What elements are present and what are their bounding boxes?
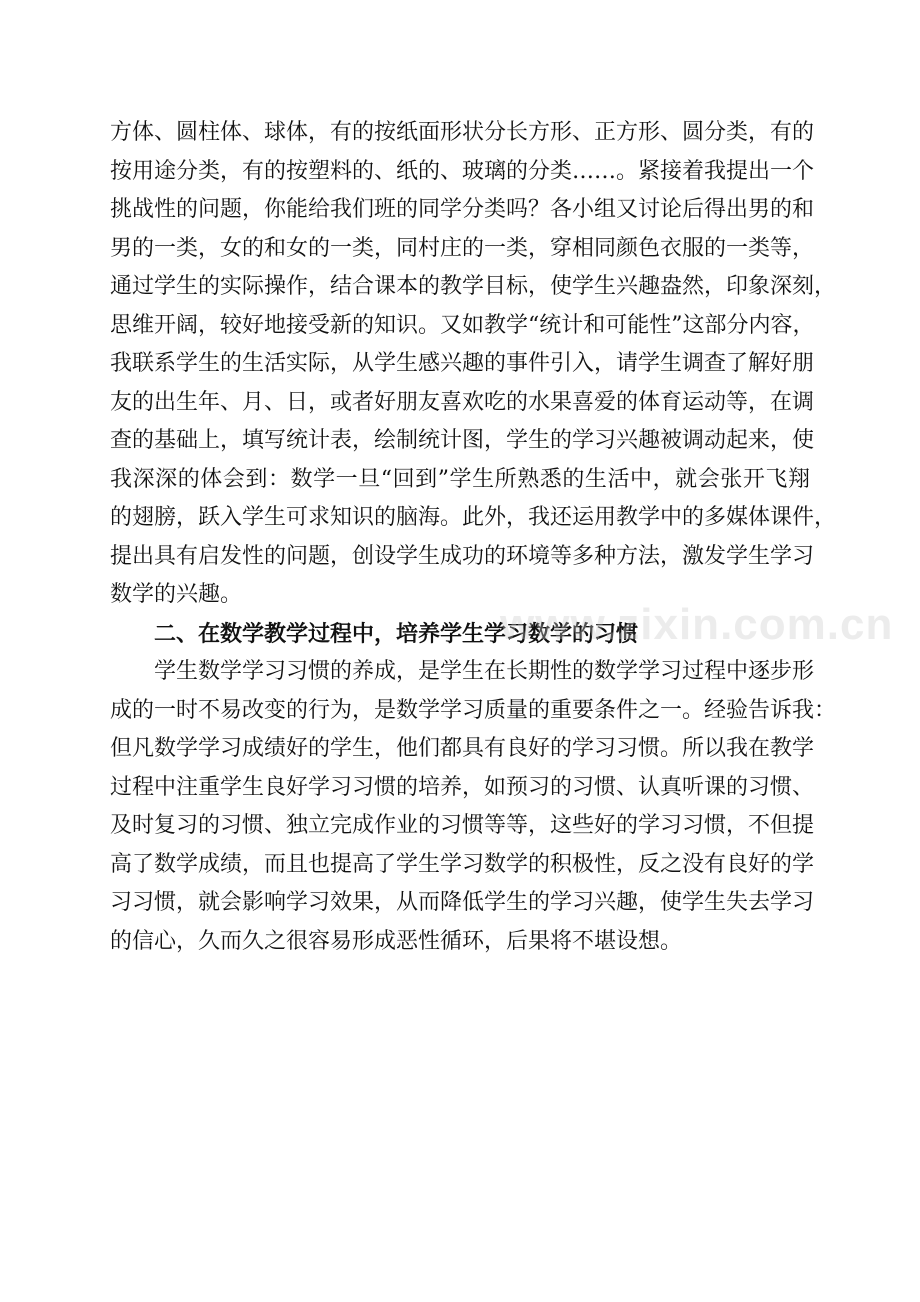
text-line: 但凡数学学习成绩好的学生，他们都具有良好的学习习惯。所以我在教学 <box>110 736 815 761</box>
paragraph-1 <box>110 114 837 615</box>
text-line: 的信心，久而久之很容易形成恶性循环，后果将不堪设想。 <box>110 928 683 954</box>
text-line: 学生数学学习习惯的养成，是学生在长期性的数学学习过程中逐步形 <box>154 659 815 684</box>
text-line: 高了数学成绩，而且也提高了学生学习数学的积极性，反之没有良好的学 <box>110 851 815 877</box>
text-line: 查的基础上，填写统计表，绘制统计图，学生的学习兴趣被调动起来，使 <box>110 428 815 453</box>
text-line: 数学的兴趣。 <box>110 582 243 607</box>
text-line: 我深深的体会到：数学一旦“回到”学生所熟悉的生活中，就会张开飞翔 <box>110 466 810 492</box>
text-line: 按用途分类，有的按塑料的、纸的、玻璃的分类……。紧接着我提出一个 <box>110 158 815 184</box>
text-line: 思维开阔，较好地接受新的知识。又如教学“统计和可能性”这部分内容， <box>110 312 815 338</box>
text-line: 提出具有启发性的问题，创设学生成功的环境等多种方法，激发学生学习 <box>110 543 815 569</box>
text-line: 通过学生的实际操作，结合课本的教学目标，使学生兴趣盎然，印象深刻， <box>110 274 837 299</box>
text-line: 成的一时不易改变的行为，是数学学习质量的重要条件之一。经验告诉我： <box>110 697 837 723</box>
text-line: 过程中注重学生良好学习习惯的培养，如预习的习惯、认真听课的习惯、 <box>110 774 815 800</box>
text-line: 方体、圆柱体、球体，有的按纸面形状分长方形、正方形、圆分类，有的 <box>110 120 815 145</box>
document-body <box>110 114 837 961</box>
text-line: 男的一类，女的和女的一类，同村庄的一类，穿相同颜色衣服的一类等， <box>110 235 815 261</box>
text-line: 挑战性的问题，你能给我们班的同学分类吗？各小组又讨论后得出男的和 <box>110 197 815 222</box>
text-line: 的翅膀，跃入学生可求知识的脑海。此外，我还运用教学中的多媒体课件， <box>110 505 837 530</box>
text-line: 我联系学生的生活实际，从学生感兴趣的事件引入，请学生调查了解好朋 <box>110 351 815 376</box>
watermark: www.zixin.com.cn <box>500 600 894 649</box>
text-line: 及时复习的习惯、独立完成作业的习惯等等，这些好的学习习惯，不但提 <box>110 813 815 838</box>
text-line: 友的出生年、月、日，或者好朋友喜欢吃的水果喜爱的体育运动等，在调 <box>110 389 815 415</box>
text-line: 习习惯，就会影响学习效果，从而降低学生的学习兴趣，使学生失去学习 <box>110 890 815 915</box>
section-heading: 二、在数学教学过程中，培养学生学习数学的习惯 <box>154 620 639 647</box>
paragraph-2 <box>110 653 837 961</box>
